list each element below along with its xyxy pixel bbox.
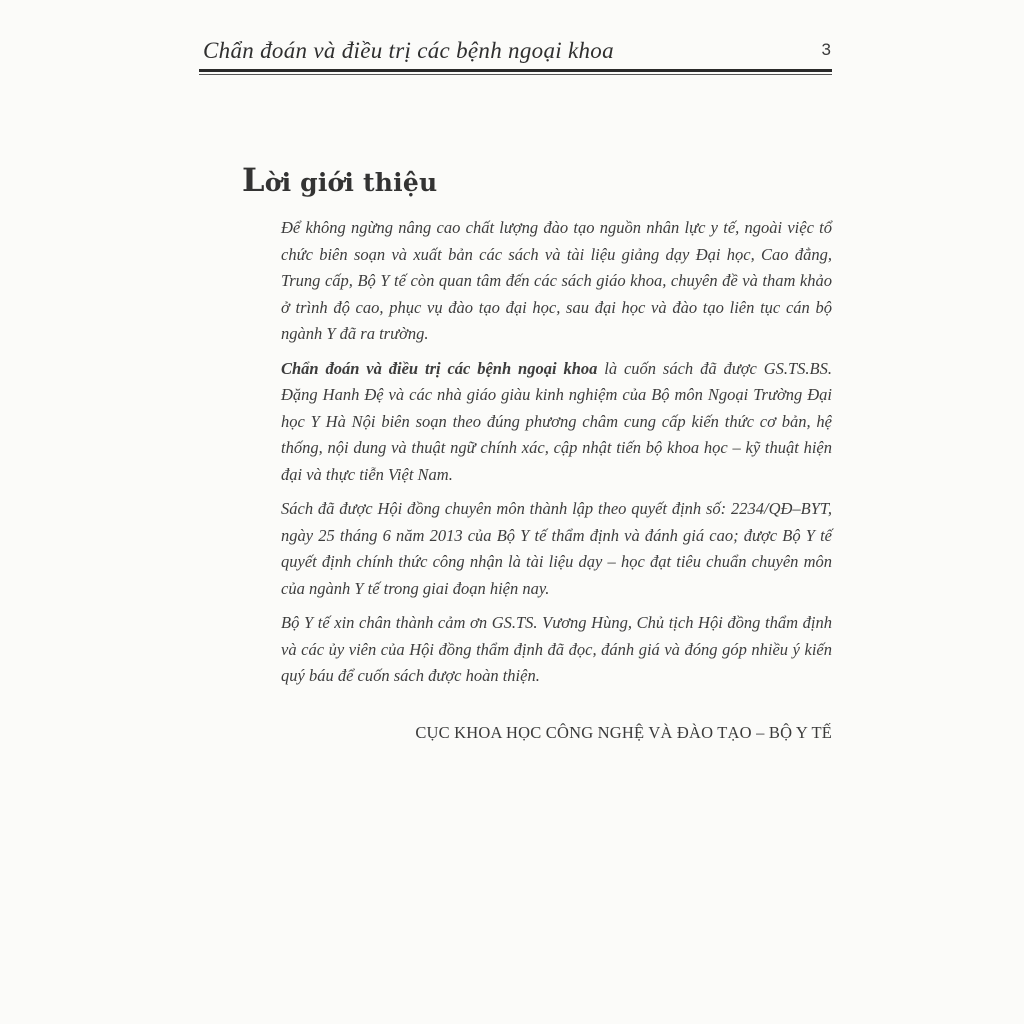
header-rule-thick <box>199 69 832 72</box>
paragraph-4: Bộ Y tế xin chân thành cảm ơn GS.TS. Vương Hùng, Chủ tịch Hội đồng thẩm định và các ủy viên của Hội đồng thẩm định đã đọc, đánh giá và đóng góp nhiều ý kiến quý báu để cuốn sách được hoàn thiện. <box>281 613 832 685</box>
running-header <box>203 36 831 70</box>
section-title-rest: ời giới thiệu <box>264 168 438 197</box>
paragraph-3: Sách đã được Hội đồng chuyên môn thành lập theo quyết định số: 2234/QĐ–BYT, ngày 25 tháng 6 năm 2013 của Bộ Y tế thẩm định và đánh giá cao; được Bộ Y tế quyết định chính thức công nhận là tài liệu dạy – học đạt tiêu chuẩn chuyên môn của ngành Y tế trong giai đoạn hiện nay. <box>281 499 832 598</box>
header-rule-thin <box>199 74 832 75</box>
paragraph-1: Để không ngừng nâng cao chất lượng đào tạo nguồn nhân lực y tế, ngoài việc tổ chức biên soạn và xuất bản các sách và tài liệu giảng dạy Đại học, Cao đẳng, Trung cấp, Bộ Y tế còn quan tâm đến các sách giáo khoa, chuyên đề và tham khảo ở trình độ cao, phục vụ đào tạo đại học, sau đại học và đào tạo liên tục cán bộ ngành Y đã ra trường. <box>281 218 832 343</box>
paragraph-2 <box>281 356 832 489</box>
book-title: Chẩn đoán và điều trị các bệnh ngoại khoa <box>281 358 598 378</box>
paragraph-2-text: là cuốn sách đã được GS.TS.BS. Đặng Hanh Đệ và các nhà giáo giàu kinh nghiệm của Bộ môn Ngoại Trường Đại học Y Hà Nội biên soạn theo đúng phương châm cung cấp kiến thức cơ bản, hệ thống, nội dung và thuật ngữ chính xác, cập nhật tiến bộ khoa học – kỹ thuật hiện đại và thực tiễn Việt Nam. <box>281 358 833 484</box>
section-title <box>242 161 437 199</box>
introduction-body <box>281 215 832 698</box>
page-number: 3 <box>821 40 831 59</box>
running-title: Chẩn đoán và điều trị các bệnh ngoại khoa <box>203 38 614 63</box>
section-title-initial: L <box>242 161 265 199</box>
signature-line: CỤC KHOA HỌC CÔNG NGHỆ VÀ ĐÀO TẠO – BỘ Y TẾ <box>415 723 832 742</box>
